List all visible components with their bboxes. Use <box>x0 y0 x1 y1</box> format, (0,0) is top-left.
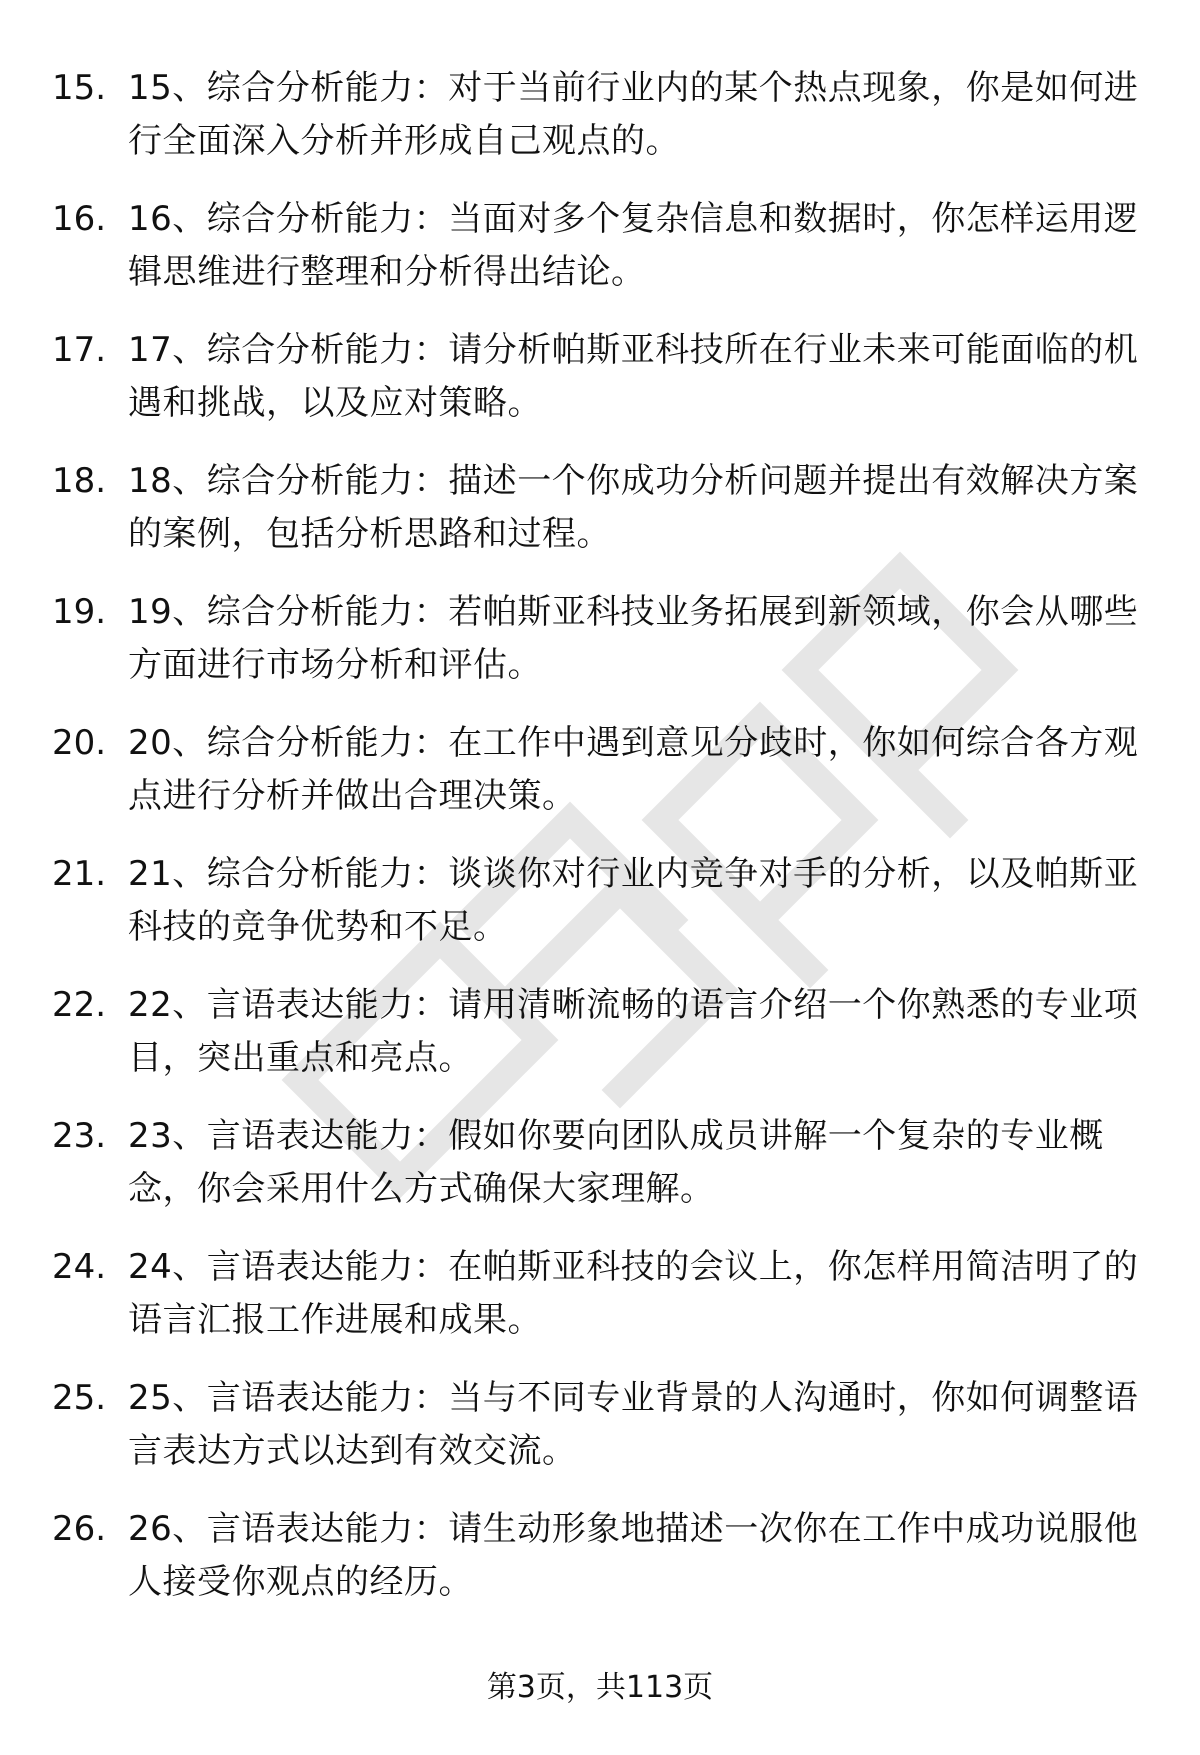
question-text: 15、综合分析能力：对于当前行业内的某个热点现象，你是如何进行全面深入分析并形成自己观点的。 <box>128 68 1139 161</box>
question-number: 24. <box>52 1247 107 1287</box>
list-item <box>0 1503 1200 1634</box>
question-number: 25. <box>52 1378 107 1418</box>
question-text: 26、言语表达能力：请生动形象地描述一次你在工作中成功说服他人接受你观点的经历。 <box>128 1509 1139 1602</box>
question-number: 19. <box>52 592 107 632</box>
question-number: 22. <box>52 985 107 1025</box>
question-number: 23. <box>52 1116 107 1156</box>
question-text: 17、综合分析能力：请分析帕斯亚科技所在行业未来可能面临的机遇和挑战，以及应对策略。 <box>128 330 1139 423</box>
question-number: 15. <box>52 68 107 108</box>
question-text: 18、综合分析能力：描述一个你成功分析问题并提出有效解决方案的案例，包括分析思路和过程。 <box>128 461 1139 554</box>
question-text: 25、言语表达能力：当与不同专业背景的人沟通时，你如何调整语言表达方式以达到有效交流。 <box>128 1378 1139 1471</box>
question-text: 20、综合分析能力：在工作中遇到意见分歧时，你如何综合各方观点进行分析并做出合理决策。 <box>128 723 1139 816</box>
question-text: 22、言语表达能力：请用清晰流畅的语言介绍一个你熟悉的专业项目，突出重点和亮点。 <box>128 985 1139 1078</box>
list-item <box>0 1110 1200 1241</box>
list-item <box>0 324 1200 455</box>
question-text: 21、综合分析能力：谈谈你对行业内竞争对手的分析，以及帕斯亚科技的竞争优势和不足。 <box>128 854 1139 947</box>
question-number: 18. <box>52 461 107 501</box>
question-number: 16. <box>52 199 107 239</box>
question-number: 17. <box>52 330 107 370</box>
question-text: 24、言语表达能力：在帕斯亚科技的会议上，你怎样用简洁明了的语言汇报工作进展和成果。 <box>128 1247 1139 1340</box>
list-item <box>0 979 1200 1110</box>
list-item <box>0 717 1200 848</box>
question-text: 19、综合分析能力：若帕斯亚科技业务拓展到新领域，你会从哪些方面进行市场分析和评估。 <box>128 592 1139 685</box>
list-item <box>0 586 1200 717</box>
question-number: 20. <box>52 723 107 763</box>
list-item <box>0 455 1200 586</box>
list-item <box>0 848 1200 979</box>
list-item <box>0 193 1200 324</box>
question-list <box>0 62 1200 1634</box>
page-number-footer: 第3页，共113页 <box>486 1670 714 1705</box>
question-number: 26. <box>52 1509 107 1549</box>
question-text: 16、综合分析能力：当面对多个复杂信息和数据时，你怎样运用逻辑思维进行整理和分析得出结论。 <box>128 199 1139 292</box>
question-number: 21. <box>52 854 107 894</box>
list-item <box>0 62 1200 193</box>
question-text: 23、言语表达能力：假如你要向团队成员讲解一个复杂的专业概念，你会采用什么方式确保大家理解。 <box>128 1116 1104 1209</box>
list-item <box>0 1241 1200 1372</box>
list-item <box>0 1372 1200 1503</box>
